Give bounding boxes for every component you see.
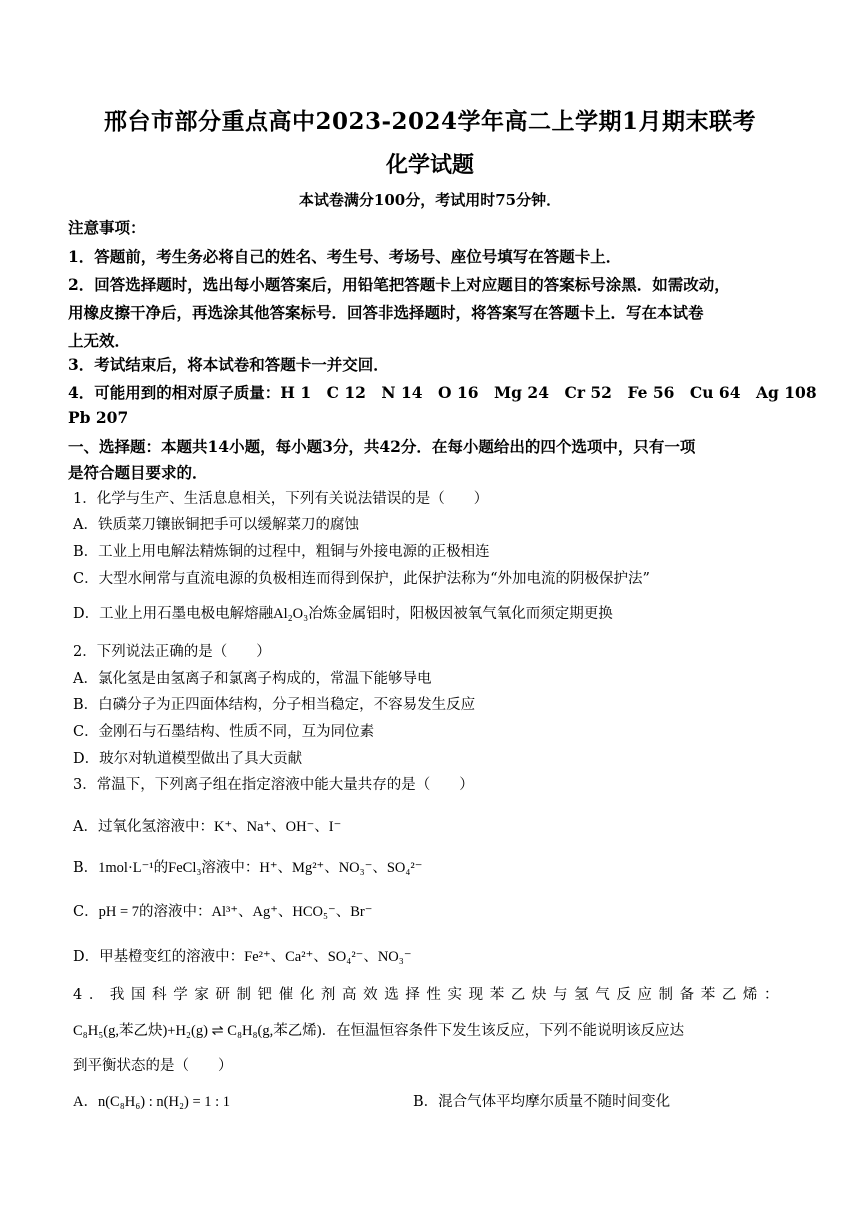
q4-options-row [73, 1090, 793, 1111]
q3-option-b-ions: H⁺、Mg²⁺、NO₃⁻、SO₄²⁻ [259, 860, 423, 876]
concentration-formula: 1mol·L⁻¹ [98, 860, 154, 876]
q1-stem: 1．化学与生产、生活息息相关，下列有关说法错误的是（ ） [73, 491, 489, 507]
q4-option-b: B．混合气体平均摩尔质量不随时间变化 [413, 1094, 671, 1110]
exam-title: 邢台市部分重点高中2023-2024学年高二上学期1月期末联考 [103, 108, 757, 135]
note-4-line-2: Pb 207 [68, 408, 129, 427]
q3-option-c [73, 900, 372, 921]
q2-option-b: B．白磷分子为正四面体结构，分子相当稳定，不容易发生反应 [73, 697, 476, 713]
note-4-line-1: 4．可能用到的相对原子质量：H 1 C 12 N 14 O 16 Mg 24 Cr 52 Fe 56 Cu 64 Ag 108 [68, 383, 817, 402]
note-2-line-3: 上无效． [68, 331, 131, 350]
al2o3-formula: Al₂O₃ [273, 606, 309, 622]
fecl3-formula: FeCl₃ [168, 860, 202, 876]
section-heading-line-1: 一、选择题：本题共14小题，每小题3分，共42分．在每小题给出的四个选项中，只有一项 [68, 437, 696, 456]
q3-option-b-text-2: 溶液中： [201, 860, 260, 876]
ph-condition: pH = 7 [98, 904, 140, 920]
q3-option-c-label: C． [73, 904, 99, 920]
q3-option-b-label: B． [73, 860, 99, 876]
q3-option-b [73, 856, 422, 877]
section-heading-line-2: 是符合题目要求的． [68, 463, 208, 482]
q1-option-d [73, 602, 613, 623]
q1-option-a: A．铁质菜刀镶嵌铜把手可以缓解菜刀的腐蚀 [73, 517, 359, 533]
notes-heading: 注意事项： [68, 218, 146, 237]
q4-option-a: A．n(C₈H₆) : n(H₂) = 1 : 1 [73, 1094, 231, 1110]
q4-stem-line-2 [73, 1019, 684, 1040]
q3-option-d-ions: Fe²⁺、Ca²⁺、SO₄²⁻、NO₃⁻ [244, 949, 412, 965]
q3-option-d-text: D．甲基橙变红的溶液中： [73, 949, 245, 965]
q4-stem-line-2-text: ．在恒温恒容条件下发生该反应，下列不能说明该反应达 [321, 1023, 685, 1039]
q2-option-a: A．氯化氢是由氢离子和氯离子构成的，常温下能够导电 [73, 671, 432, 687]
q4-stem-line-1: 4．我国科学家研制钯催化剂高效选择性实现苯乙炔与氢气反应制备苯乙烯： [73, 987, 786, 1003]
q3-option-d [73, 945, 411, 966]
q2-option-c: C．金刚石与石墨结构、性质不同，互为同位素 [73, 724, 375, 740]
q2-stem: 2．下列说法正确的是（ ） [73, 644, 271, 660]
exam-info: 本试卷满分100分，考试用时75分钟． [298, 191, 562, 209]
q3-option-c-ions: Al³⁺、Ag⁺、HCO₅⁻、Br⁻ [211, 904, 373, 920]
q2-option-d: D．玻尔对轨道模型做出了具大贡献 [73, 751, 303, 767]
q3-option-a-ions: K⁺、Na⁺、OH⁻、I⁻ [213, 819, 342, 835]
note-1: 1．答题前，考生务必将自己的姓名、考生号、考场号、座位号填写在答题卡上． [68, 247, 622, 266]
q1-option-c: C．大型水闸常与直流电源的负极相连而得到保护，此保护法称为“外加电流的阴极保护法” [73, 571, 650, 587]
note-3: 3．考试结束后，将本试卷和答题卡一并交回． [68, 355, 389, 374]
q3-option-b-text-1: 的 [153, 860, 169, 876]
q4-stem-line-3: 到平衡状态的是（ ） [73, 1058, 233, 1074]
note-2-line-2: 用橡皮擦干净后，再选涂其他答案标号．回答非选择题时，将答案写在答题卡上．写在本试卷 [68, 303, 704, 322]
q1-option-d-suffix: 冶炼金属铝时，阳极因被氧气氧化而须定期更换 [308, 606, 613, 622]
q3-stem: 3．常温下，下列离子组在指定溶液中能大量共存的是（ ） [73, 777, 474, 793]
reaction-equation: C₈H₅(g,苯乙炔)+H₂(g) ⇌ C₈H₈(g,苯乙烯) [73, 1023, 322, 1039]
q1-option-b: B．工业上用电解法精炼铜的过程中，粗铜与外接电源的正极相连 [73, 544, 490, 560]
q1-option-d-prefix: D．工业上用石墨电极电解熔融 [73, 606, 274, 622]
q3-option-c-text: 的溶液中： [139, 904, 212, 920]
note-2-line-1: 2．回答选择题时，选出每小题答案后，用铅笔把答题卡上对应题目的答案标号涂黑．如需改动， [68, 275, 730, 294]
q3-option-a-text: A．过氧化氢溶液中： [73, 819, 214, 835]
q3-option-a [73, 815, 341, 836]
subject-title: 化学试题 [385, 152, 474, 178]
